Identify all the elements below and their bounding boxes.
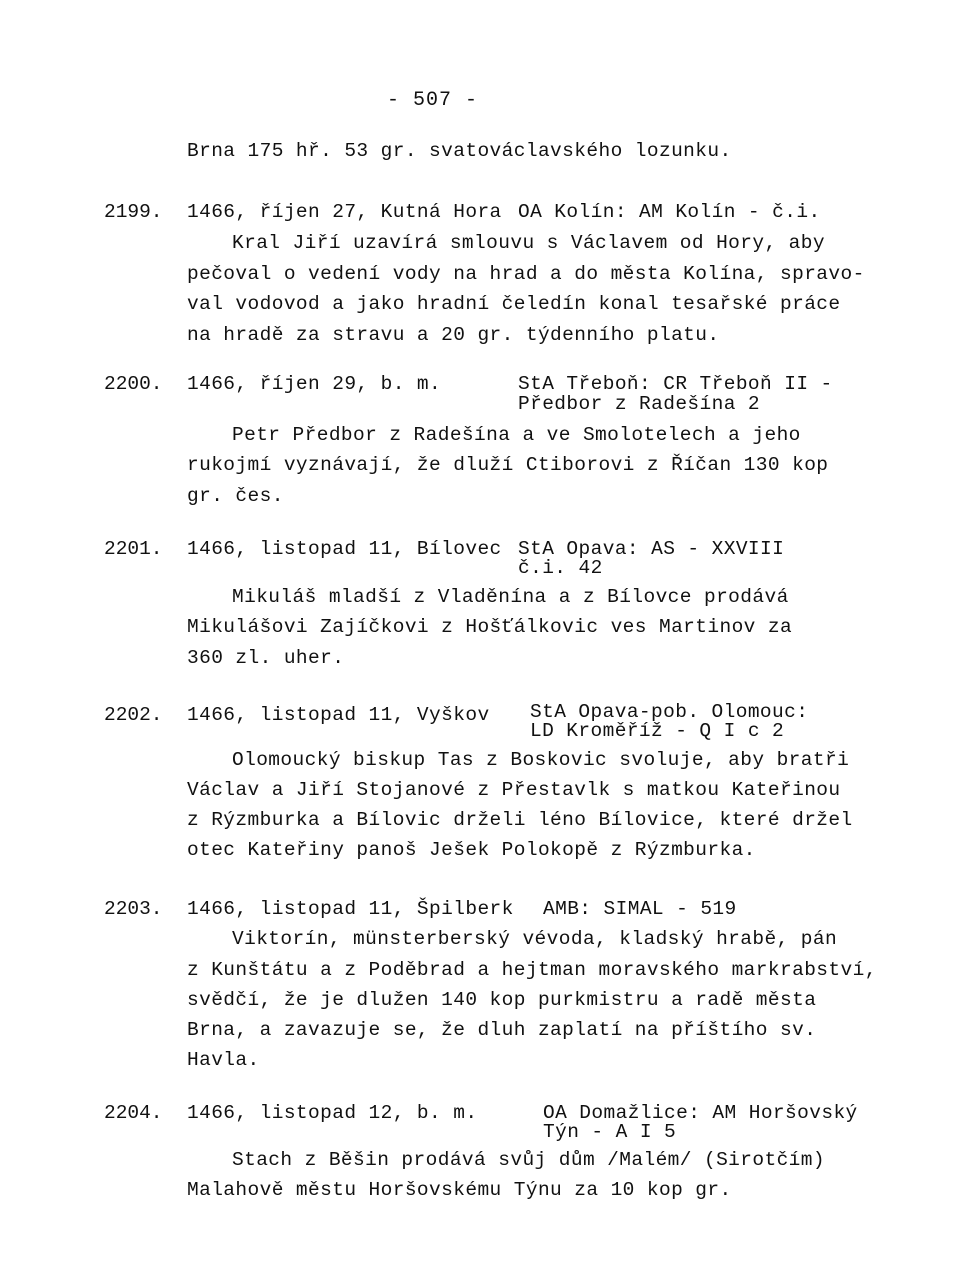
entry-number: 2200. xyxy=(104,373,163,395)
entry-text-line: val vodovod a jako hradní čeledín konal tesařské práce xyxy=(187,293,841,315)
entry-text-line: Malahově městu Horšovskému Týnu za 10 kop gr. xyxy=(187,1179,732,1201)
entry-text-line: Stach z Běšin prodává svůj dům /Malém/ (Sirotčím) xyxy=(232,1149,825,1171)
page-number: - 507 - xyxy=(387,89,479,112)
entry-text-line: otec Kateřiny panoš Ješek Polokopě z Rýzmburka. xyxy=(187,839,756,861)
entry-archive: StA Třeboň: CR Třeboň II - xyxy=(518,373,833,395)
entry-header: 1466, listopad 11, Špilberk xyxy=(187,898,514,920)
entry-number: 2203. xyxy=(104,898,163,920)
entry-text-line: 360 zl. uher. xyxy=(187,647,345,669)
entry-header: 1466, listopad 12, b. m. xyxy=(187,1102,478,1124)
entry-number: 2204. xyxy=(104,1102,163,1124)
entry-archive: StA Opava-pob. Olomouc: xyxy=(530,701,809,723)
entry-text-line: Mikulášovi Zajíčkovi z Hošťálkovic ves Martinov za xyxy=(187,616,793,638)
entry-archive: OA Domažlice: AM Horšovský xyxy=(543,1102,858,1124)
entry-archive: AMB: SIMAL - 519 xyxy=(543,898,737,920)
entry-text-line: Petr Předbor z Radešína a ve Smolotelech a jeho xyxy=(232,424,801,446)
entry-archive: Předbor z Radešína 2 xyxy=(518,393,761,415)
entry-number: 2201. xyxy=(104,538,163,560)
entry-number: 2202. xyxy=(104,704,163,726)
entry-text-line: Olomoucký biskup Tas z Boskovic svoluje, aby bratři xyxy=(232,749,850,771)
entry-text-line: gr. čes. xyxy=(187,485,284,507)
entry-archive: Týn - A I 5 xyxy=(543,1121,677,1143)
entry-text-line: Mikuláš mladší z Vladěnína a z Bílovce prodává xyxy=(232,586,789,608)
entry-text-line: Viktorín, münsterberský vévoda, kladský hrabě, pán xyxy=(232,928,838,950)
entry-text-line: svědčí, že je dlužen 140 kop purkmistru a radě města xyxy=(187,989,817,1011)
entry-text-line: Brna, a zavazuje se, že dluh zaplatí na příštího sv. xyxy=(187,1019,817,1041)
entry-archive: LD Kroměříž - Q I c 2 xyxy=(530,720,785,742)
entry-text-line: Kral Jiří uzavírá smlouvu s Václavem od Hory, aby xyxy=(232,232,825,254)
entry-number: 2199. xyxy=(104,201,163,223)
entry-text-line: z Rýzmburka a Bílovic drželi léno Bílovice, které držel xyxy=(187,809,853,831)
entry-header: 1466, říjen 29, b. m. xyxy=(187,373,442,395)
entry-archive: StA Opava: AS - XXVIII xyxy=(518,538,785,560)
intro-line: Brna 175 hř. 53 gr. svatováclavského lozunku. xyxy=(187,140,732,162)
entry-text-line: Václav a Jiří Stojanové z Přestavlk s matkou Kateřinou xyxy=(187,779,841,801)
entry-header: 1466, listopad 11, Bílovec xyxy=(187,538,502,560)
entry-archive: č.i. 42 xyxy=(518,557,603,579)
entry-text-line: Havla. xyxy=(187,1049,260,1071)
entry-header: 1466, říjen 27, Kutná Hora xyxy=(187,201,502,223)
entry-text-line: na hradě za stravu a 20 gr. týdenního platu. xyxy=(187,324,720,346)
entry-text-line: rukojmí vyznávají, že dluží Ctiborovi z Říčan 130 kop xyxy=(187,454,829,476)
entry-header: 1466, listopad 11, Vyškov xyxy=(187,704,490,726)
entry-archive: OA Kolín: AM Kolín - č.i. xyxy=(518,201,821,223)
entry-text-line: pečoval o vedení vody na hrad a do města Kolína, spravo- xyxy=(187,263,865,285)
entry-text-line: z Kunštátu a z Poděbrad a hejtman moravského markrabství, xyxy=(187,959,877,981)
